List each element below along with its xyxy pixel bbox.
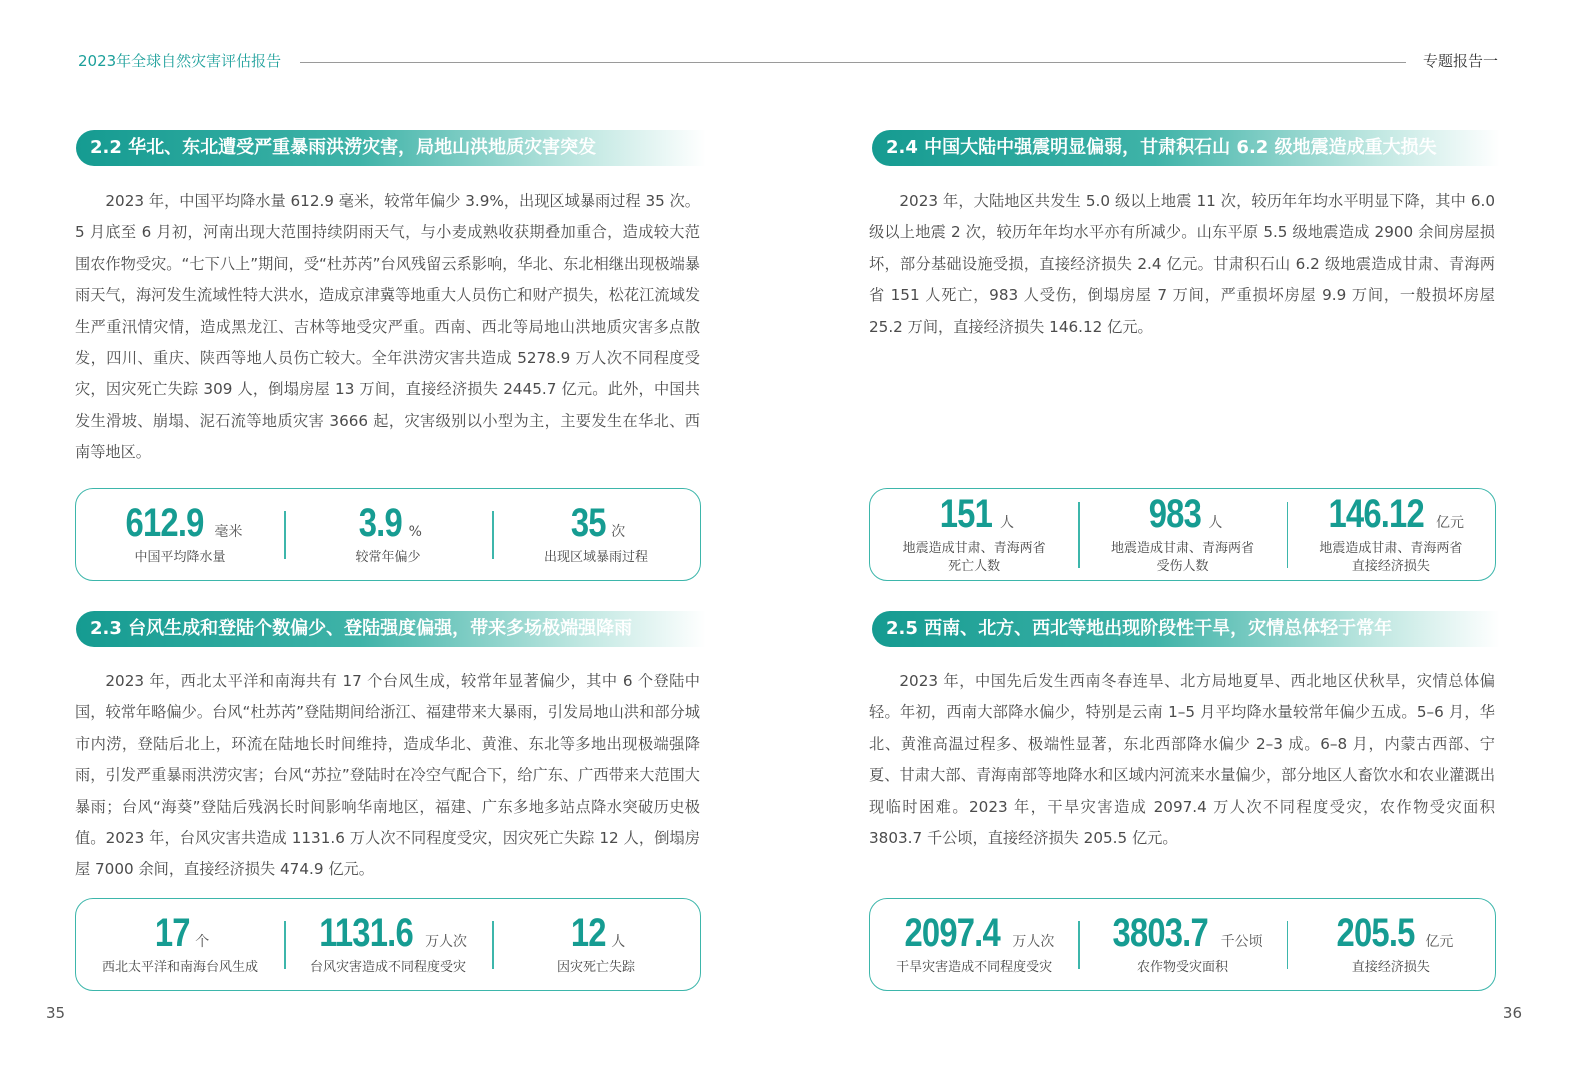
stat-value: 35 <box>570 500 606 545</box>
stat-value: 612.9 <box>125 500 204 545</box>
stat-item <box>1078 910 1286 977</box>
stat-item <box>76 500 284 567</box>
stat-unit: 千公顷 <box>1220 933 1263 950</box>
section-2-2-title: 2.2 华北、东北遭受严重暴雨洪涝灾害，局地山洪地质灾害突发 <box>76 130 706 166</box>
chapter-title: 专题报告一 <box>1422 52 1498 70</box>
stat-value: 146.12 <box>1328 491 1424 536</box>
stat-label: 中国平均降水量 <box>134 549 226 565</box>
page-number-right: 36 <box>1502 1004 1522 1022</box>
section-2-2-stats <box>75 488 701 581</box>
stat-value: 12 <box>570 910 606 955</box>
stat-label: 较常年偏少 <box>355 549 421 565</box>
stat-label: 直接经济损失 <box>1351 959 1430 975</box>
stat-unit: 亿元 <box>1425 933 1454 950</box>
stat-unit: 人 <box>1000 514 1015 531</box>
stat-item <box>870 910 1078 977</box>
stat-label: 出现区域暴雨过程 <box>543 549 648 565</box>
stat-unit: 人 <box>611 933 626 950</box>
section-2-4-stats <box>869 488 1496 581</box>
stat-unit: 万人次 <box>425 933 468 950</box>
stat-label: 因灾死亡失踪 <box>556 959 635 975</box>
section-2-5-text: 2023 年，中国先后发生西南冬春连旱、北方局地夏旱、西北地区伏秋旱，灾情总体偏轻。年初，西南大部降水偏少，特别是云南 1–5 月平均降水量较常年偏少五成。5–6 月，华北、黄淮高温过程多、极端性显著，东北西部降水偏少 2–3 成。6–8 月，内蒙古西部、宁夏、甘肃大部、青海南部等地降水和区域内河流来水量偏少，部分地区人畜饮水和农业灌溉出现临时困难。2023 年，干旱灾害造成 2097.4 万人次不同程度受灾，农作物受灾面积 3803.7 千公顷，直接经济损失 205.5 亿元。 <box>869 672 1495 848</box>
stat-value: 205.5 <box>1336 910 1415 955</box>
page-number-left: 35 <box>46 1004 66 1022</box>
stat-unit: 个 <box>195 933 210 950</box>
stat-unit: 万人次 <box>1012 933 1055 950</box>
stat-label: 地震造成甘肃、青海两省 受伤人数 <box>1110 540 1254 574</box>
stat-value: 2097.4 <box>904 910 1000 955</box>
section-2-5-stats <box>869 898 1496 991</box>
stat-label: 干旱灾害造成不同程度受灾 <box>896 959 1053 975</box>
section-2-3-title: 2.3 台风生成和登陆个数偏少、登陆强度偏强，带来多场极端强降雨 <box>76 611 706 647</box>
stat-label: 西北太平洋和南海台风生成 <box>101 959 258 975</box>
stat-item <box>870 491 1078 576</box>
section-2-5-title: 2.5 西南、北方、西北等地出现阶段性干旱，灾情总体轻于常年 <box>872 611 1500 647</box>
stat-label: 台风灾害造成不同程度受灾 <box>309 959 466 975</box>
stat-unit: % <box>408 523 422 540</box>
stat-unit: 人 <box>1208 514 1223 531</box>
stat-item <box>76 910 284 977</box>
stat-value: 3.9 <box>358 500 402 545</box>
stat-value: 151 <box>940 491 993 536</box>
stat-item <box>492 910 700 977</box>
stat-value: 1131.6 <box>319 910 413 955</box>
section-2-3-stats <box>75 898 701 991</box>
stat-unit: 毫米 <box>214 523 243 540</box>
stat-item <box>492 500 700 567</box>
section-2-4-title: 2.4 中国大陆中强震明显偏弱，甘肃积石山 6.2 级地震造成重大损失 <box>872 130 1500 166</box>
stat-item <box>1078 491 1286 576</box>
stat-unit: 亿元 <box>1435 514 1464 531</box>
stat-value: 983 <box>1148 491 1201 536</box>
stat-label: 农作物受灾面积 <box>1136 959 1228 975</box>
stat-item <box>284 500 492 567</box>
stat-item <box>1287 491 1495 576</box>
section-2-3-text: 2023 年，西北太平洋和南海共有 17 个台风生成，较常年显著偏少，其中 6 个登陆中国，较常年略偏少。台风“杜苏芮”登陆期间给浙江、福建带来大暴雨，引发局地山洪和部分城市内涝，登陆后北上，环流在陆地长时间维持，造成华北、黄淮、东北等多地出现极端强降雨，引发严重暴雨洪涝灾害；台风“苏拉”登陆时在冷空气配合下，给广东、广西带来大范围大暴雨；台风“海葵”登陆后残涡长时间影响华南地区，福建、广东多地多站点降水突破历史极值。2023 年，台风灾害共造成 1131.6 万人次不同程度受灾，因灾死亡失踪 12 人，倒塌房屋 7000 余间，直接经济损失 474.9 亿元。 <box>75 672 700 879</box>
stat-label: 地震造成甘肃、青海两省 直接经济损失 <box>1319 540 1463 574</box>
header-divider <box>300 62 1406 63</box>
stat-value: 17 <box>154 910 190 955</box>
stat-item <box>284 910 492 977</box>
stat-unit: 次 <box>611 523 626 540</box>
section-2-2-text: 2023 年，中国平均降水量 612.9 毫米，较常年偏少 3.9%，出现区域暴雨过程 35 次。5 月底至 6 月初，河南出现大范围持续阴雨天气，与小麦成熟收获期叠加重合，造成较大范围农作物受灾。“七下八上”期间，受“杜苏芮”台风残留云系影响，华北、东北相继出现极端暴雨天气，海河发生流域性特大洪水，造成京津冀等地重大人员伤亡和财产损失，松花江流域发生严重汛情灾情，造成黑龙江、吉林等地受灾严重。西南、西北等局地山洪地质灾害多点散发，四川、重庆、陕西等地人员伤亡较大。全年洪涝灾害共造成 5278.9 万人次不同程度受灾，因灾死亡失踪 309 人，倒塌房屋 13 万间，直接经济损失 2445.7 亿元。此外，中国共发生滑坡、崩塌、泥石流等地质灾害 3666 起，灾害级别以小型为主，主要发生在华北、西南等地区。 <box>75 192 700 462</box>
section-2-4-text: 2023 年，大陆地区共发生 5.0 级以上地震 11 次，较历年年均水平明显下降，其中 6.0 级以上地震 2 次，较历年年均水平亦有所减少。山东平原 5.5 级地震造成 2900 余间房屋损坏，部分基础设施受损，直接经济损失 2.4 亿元。甘肃积石山 6.2 级地震造成甘肃、青海两省 151 人死亡，983 人受伤，倒塌房屋 7 万间，严重损坏房屋 9.9 万间，一般损坏房屋 25.2 万间，直接经济损失 146.12 亿元。 <box>869 192 1495 336</box>
stat-value: 3803.7 <box>1112 910 1209 955</box>
stat-label: 地震造成甘肃、青海两省 死亡人数 <box>902 540 1046 574</box>
stat-item <box>1287 910 1495 977</box>
report-title: 2023年全球自然灾害评估报告 <box>78 52 282 70</box>
